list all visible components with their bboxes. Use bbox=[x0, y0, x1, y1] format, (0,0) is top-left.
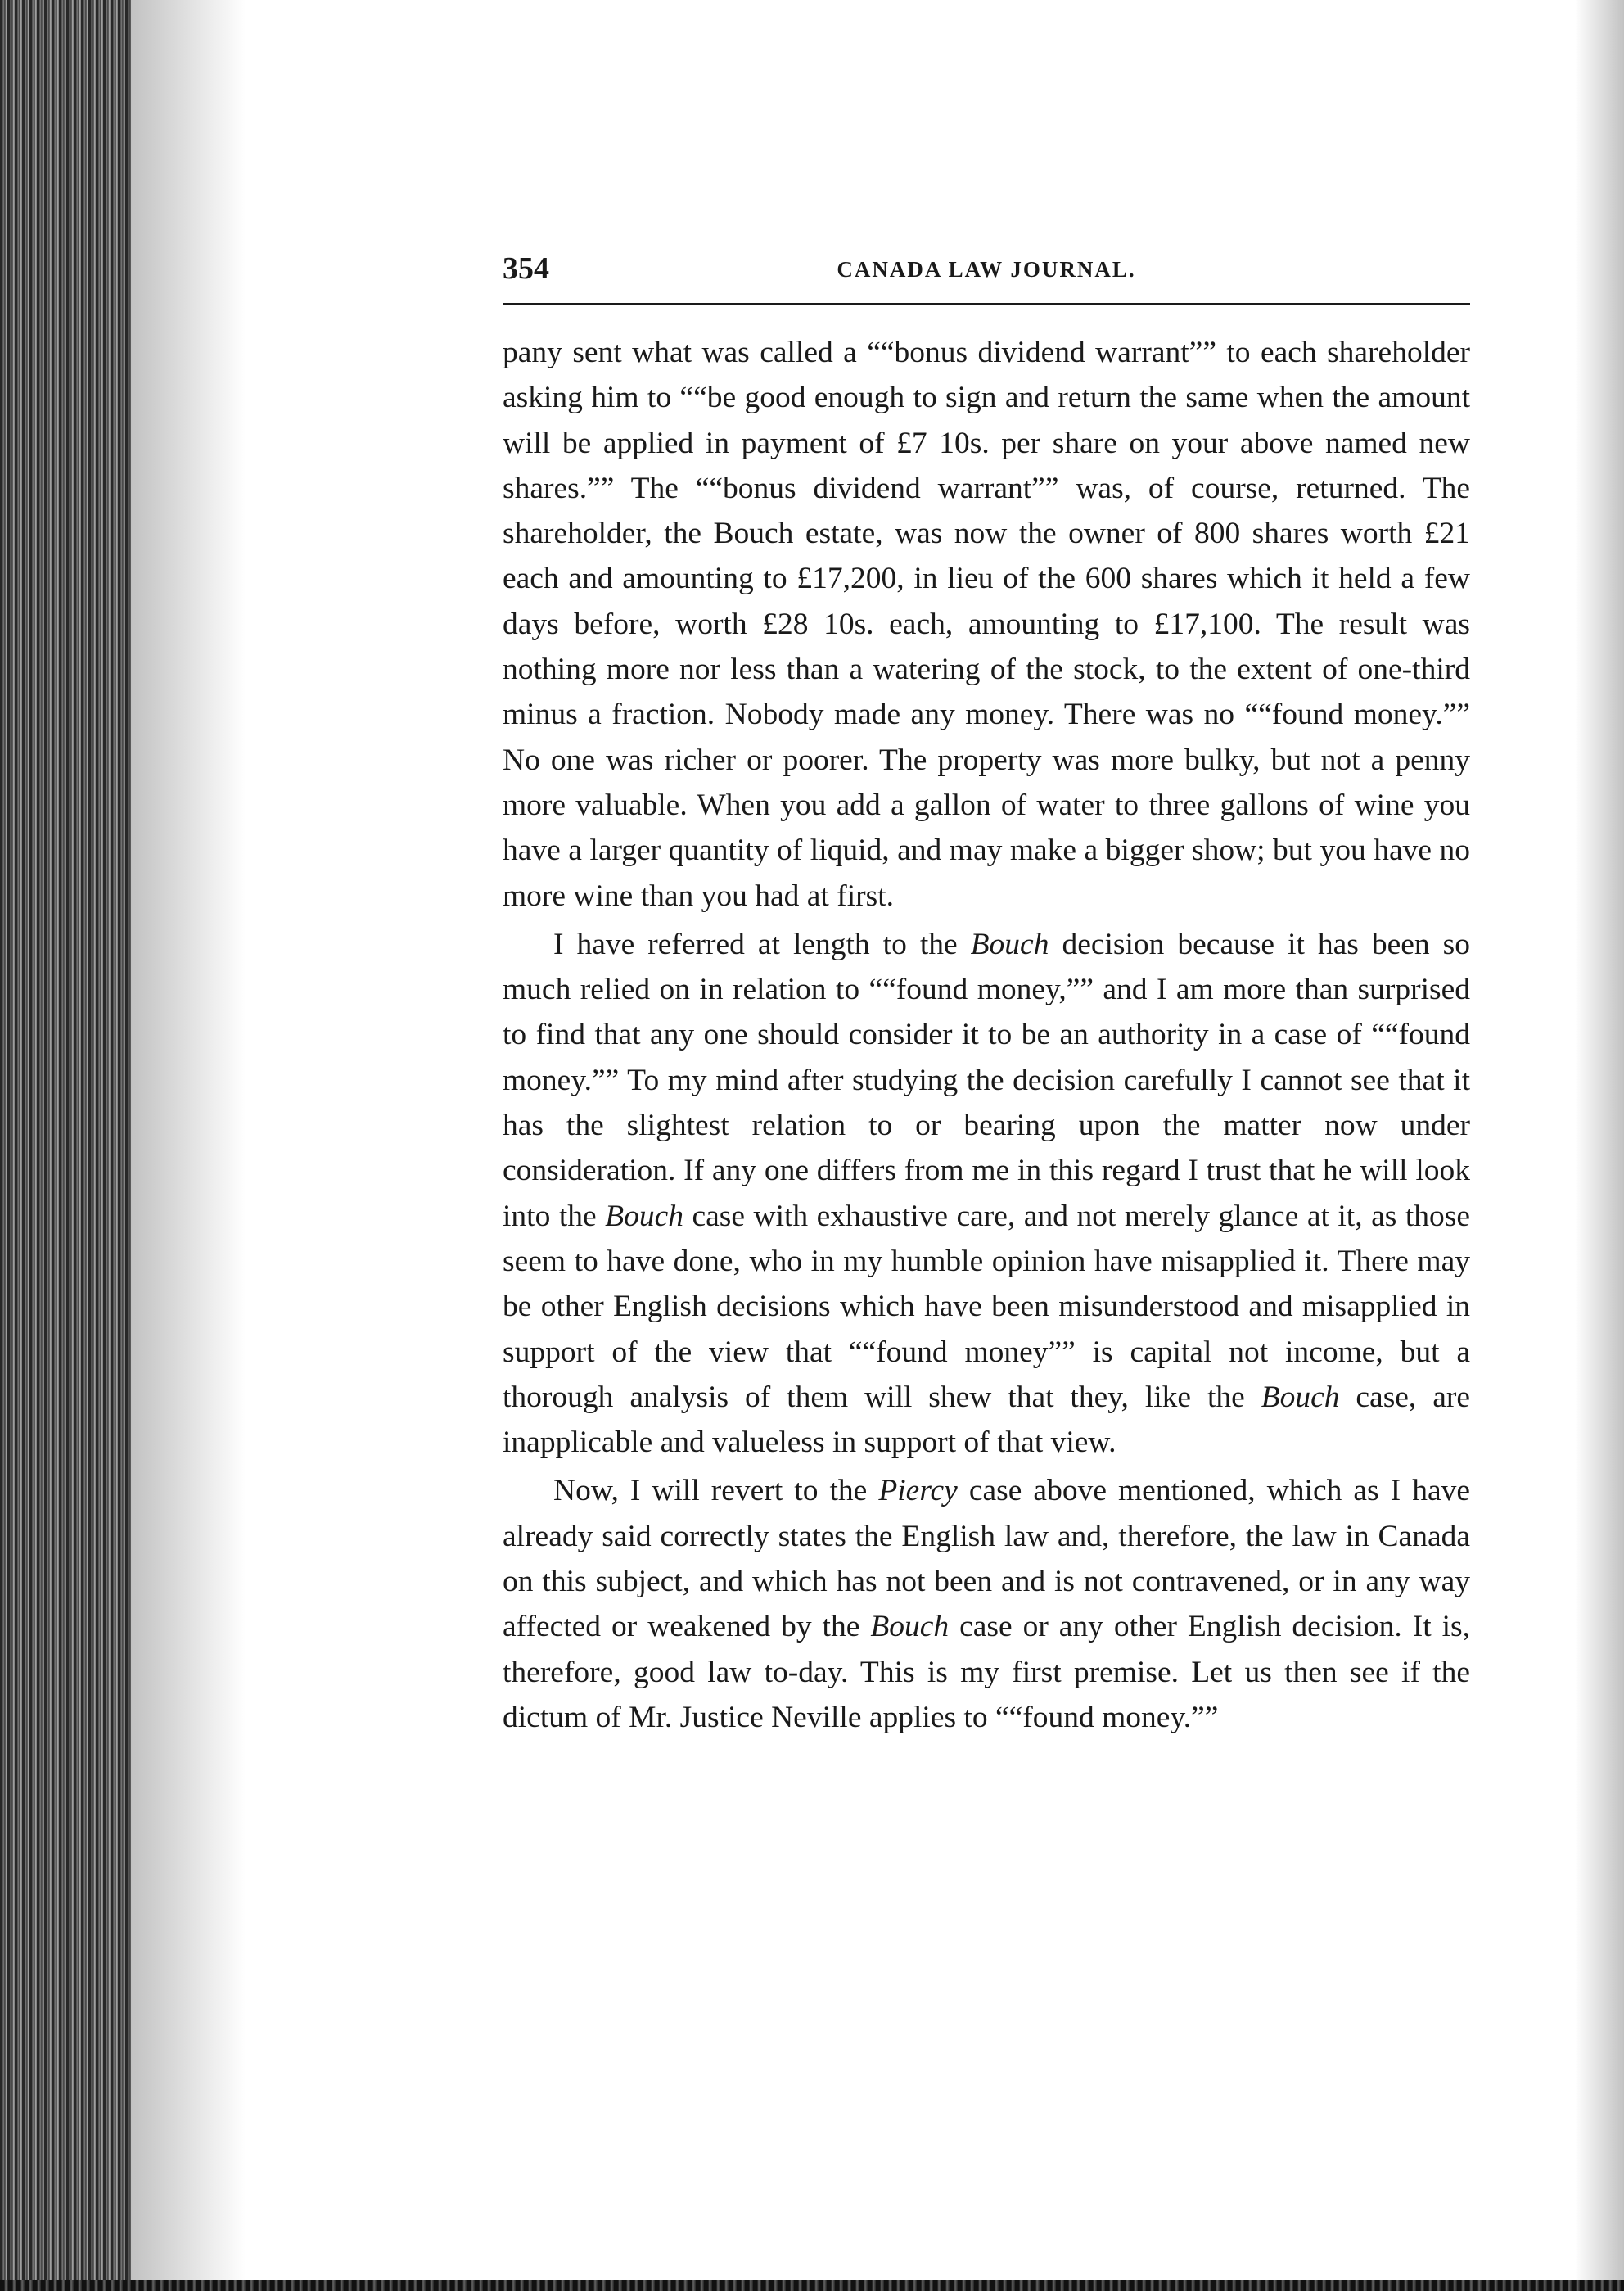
article-body bbox=[503, 330, 1470, 1740]
header-rule bbox=[503, 303, 1470, 305]
running-head bbox=[491, 246, 1482, 295]
case-name: Bouch bbox=[970, 927, 1049, 961]
scan-binding-shadow bbox=[131, 0, 246, 2291]
text-run: case above mentioned, which as I have already said correctly states the English law and, therefore, the law in Canada on this subject, and which has not been and is not contravened, or in any way affected or weakened by the bbox=[503, 1474, 1470, 1644]
journal-page bbox=[491, 246, 1482, 2252]
text-run: case with exhaustive care, and not merely glance at it, as those seem to have done, who in my humble opinion have misapplied it. There may be other English decisions which have been misunderstood and misapplied in support of the view that ““found money”” is capital not income, but a thorough analysis of them will shew that they, like the bbox=[503, 1199, 1470, 1414]
text-run: Now, I will revert to the bbox=[553, 1474, 879, 1508]
paragraph bbox=[503, 330, 1470, 919]
case-name: Piercy bbox=[878, 1474, 958, 1508]
scan-right-edge bbox=[1575, 0, 1624, 2291]
text-run: case or any other English decision. It is, therefore, good law to-day. This is my first premise. Let us then see if the dictum of Mr. Justice Neville applies to ““found money.”” bbox=[503, 1610, 1470, 1734]
text-run: decision because it has been so much relied on in relation to ““found money,”” and I am more than surprised to find that any one should consider it to be an authority in a case of ““found money.”” To my mind after studying the decision carefully I cannot see that it has the slightest relation to or bearing upon the matter now under consideration. If any one differs from me in this regard I trust that he will look into the bbox=[503, 927, 1471, 1233]
text-run: case, are inapplicable and valueless in support of that view. bbox=[503, 1380, 1470, 1460]
case-name: Bouch bbox=[870, 1610, 950, 1644]
paragraph bbox=[503, 922, 1470, 1466]
paragraph bbox=[503, 1468, 1470, 1740]
text-run: I have referred at length to the bbox=[553, 927, 971, 961]
page-number: 354 bbox=[503, 251, 549, 286]
scan-binding-edge bbox=[0, 0, 131, 2291]
journal-title: CANADA LAW JOURNAL. bbox=[837, 257, 1136, 282]
case-name: Bouch bbox=[1261, 1380, 1340, 1414]
text-run: pany sent what was called a ““bonus dividend warrant”” to each shareholder asking him to ““be good enough to sign and return the same when the amount will be applied in payment of £7 10s. per share on your above named new shares.”” The ““bonus dividend warrant”” was, of course, returned. The shareholder, the Bouch estate, was now the owner of 800 shares worth £21 each and amounting to £17,200, in lieu of the 600 shares which it held a few days before, worth £28 10s. each, amounting to £17,100. The result was nothing more nor less than a watering of the stock, to the extent of one-third minus a fraction. Nobody made any money. There was no ““found money.”” No one was richer or poorer. The property was more bulky, but not a penny more valuable. When you add a gallon of water to three gallons of wine you have a larger quantity of liquid, and may make a bigger show; but you have no more wine than you had at first. bbox=[503, 336, 1470, 913]
scan-bottom-edge bbox=[0, 2280, 1624, 2291]
case-name: Bouch bbox=[605, 1199, 683, 1233]
